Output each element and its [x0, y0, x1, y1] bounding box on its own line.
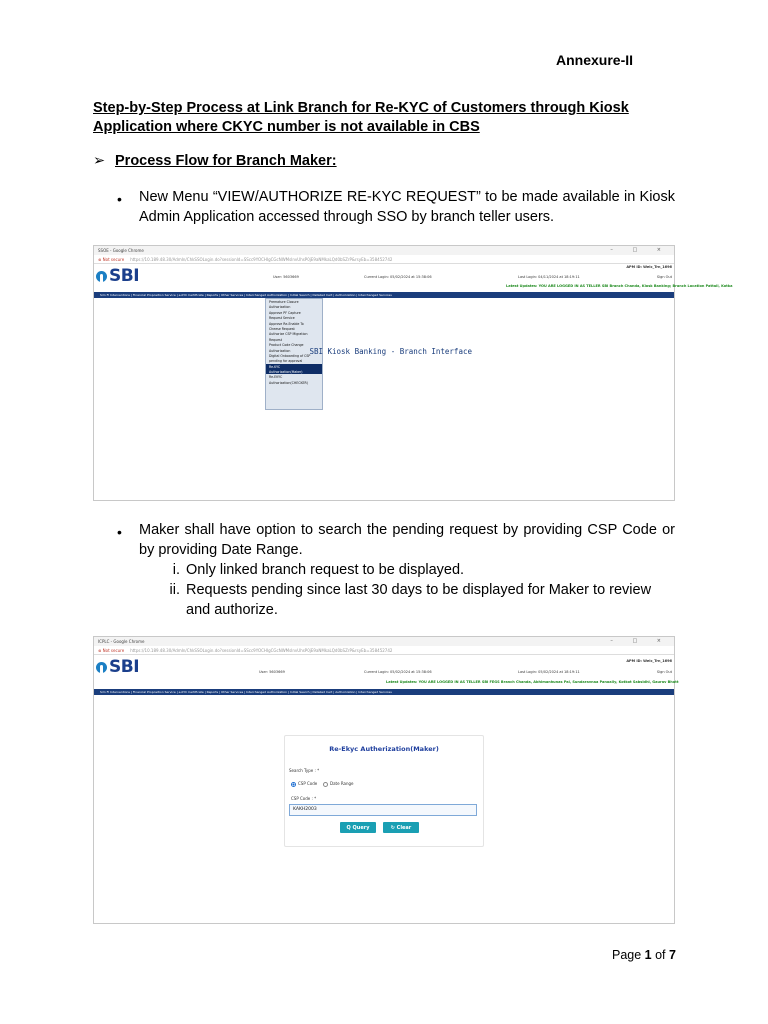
annexure-label: Annexure-II [556, 52, 634, 68]
sub-item-text: Only linked branch request to be displayed. [186, 562, 465, 578]
radio-unselected-icon[interactable] [323, 782, 328, 787]
menu-item[interactable]: Digital Onboarding of CSP [269, 353, 311, 358]
browser-titlebar [94, 637, 674, 646]
menu-item[interactable]: Authorization [269, 305, 291, 310]
current-login: Current Login: 05/02/2024 at 15:38:06 [364, 275, 432, 279]
url-text: https://10.189.48.30/AdmIn/ChkSSOLogin.do?sessionId=SScc9YOCHIgCGcNWMsInvUhsP0jE9aNMkaLQd0bSZrP&rsyEb=358452742 [130, 257, 393, 262]
user-id: User: 5603669 [259, 670, 285, 674]
rekyc-maker-form [284, 735, 484, 847]
sbi-logo-icon [96, 662, 107, 673]
url-text: https://10.189.48.30/AdmIn/ChkSSOLogin.do?sessionId=SScc9YOCHIgCGcNWMsInvUhsP0jE9aNMkaLQd0bSZrP&rsyEb=358452742 [130, 648, 393, 653]
sbi-logo-text: SBI [109, 266, 140, 286]
menu-item[interactable]: Approve PF Capture [269, 310, 301, 315]
radio-date-label: Date Range [330, 781, 354, 786]
screenshot-maker-form [93, 636, 679, 924]
menu-item[interactable]: Authorization(CHECKER) [269, 380, 309, 385]
window-title: ICPLC - Google Chrome [98, 639, 145, 644]
query-button[interactable]: Q Query [340, 822, 376, 833]
menu-item[interactable]: Cheese Request [269, 326, 295, 331]
menu-item[interactable]: Product Code Change [269, 343, 304, 348]
menu-item-rekyc-maker[interactable]: Authorization(Maker) [266, 369, 322, 374]
window-title: SSOE - Google Chrome [98, 248, 144, 253]
signout-link[interactable]: Sign Out [656, 275, 672, 279]
clear-button[interactable]: ↻ Clear [383, 822, 419, 833]
search-type-label: Search Type : * [289, 768, 320, 773]
bullet-paragraph-2: Maker shall have option to search the pending request by providing CSP Code or by providing Date Range. [139, 522, 675, 558]
window-controls[interactable]: – □ × [610, 638, 670, 644]
page-prefix: Page [612, 948, 645, 962]
csp-code-input[interactable]: KAKH2003 [289, 804, 477, 816]
current-login: Current Login: 05/02/2024 at 15:38:06 [364, 670, 432, 674]
branch-interface-text: SBI Kiosk Banking - Branch Interface [309, 347, 472, 356]
menu-item[interactable]: Request Service [269, 316, 295, 321]
user-id: User: 5603669 [273, 275, 299, 279]
menu-item[interactable]: Authorize CSP Migration [269, 332, 308, 337]
sbi-logo [96, 266, 139, 286]
document-title: Step-by-Step Process at Link Branch for Re-KYC of Customers through Kiosk Application where CKYC number is not available in CBS [93, 100, 629, 135]
apm-id: APM ID: Welc_Trn_1696 [626, 659, 672, 663]
not-secure-badge: ⊗ Not secure [98, 257, 125, 262]
menu-item-rekyc[interactable]: Re-KYC [266, 364, 322, 369]
bullet-icon: • [117, 524, 122, 540]
bullet-paragraph-1: New Menu “VIEW/AUTHORIZE RE-KYC REQUEST” to be made available in Kiosk Admin Application accessed through SSO by branch teller users. [139, 189, 675, 225]
address-bar[interactable] [94, 646, 674, 655]
sub-item-number: ii. [169, 582, 180, 598]
radio-selected-icon[interactable] [291, 782, 296, 787]
page-current: 1 [644, 948, 652, 962]
main-nav[interactable]: Sim Fl Interventions | Financial Proposition Service | e-KYC Certificate | Reports | Other Services | Interchanged Authorization | Initial Search | Detailed Cert | Authorization | Interchanged Services [94, 292, 674, 298]
last-login: Last Login: 05/02/2024 at 18:19:11 [518, 670, 580, 674]
signout-link[interactable]: Sign Out [656, 670, 672, 674]
sub-item-text: Requests pending since last 30 days to be displayed for Maker to review and authorize. [186, 582, 652, 618]
page-number [612, 948, 676, 962]
radio-csp-label: CSP Code [298, 781, 318, 786]
main-nav[interactable]: Sim Fl Interventions | Financial Proposition Service | e-KYC Certificate | Reports | Other Services | Interchanged Authorization | Initial Search | Detailed Cert | Authorization | Interchanged Services [94, 689, 674, 695]
section-heading [93, 153, 337, 169]
bullet-icon: • [117, 191, 122, 207]
menu-item[interactable]: Approve Re-Enable To [269, 321, 304, 326]
page-mid: of [651, 948, 669, 962]
section-title: Process Flow for Branch Maker: [115, 153, 337, 169]
sub-item-number: i. [172, 562, 180, 578]
csp-code-label: CSP Code : * [291, 796, 317, 801]
latest-updates: Latest Updates: YOU ARE LOGGED IN AS TELLER SBI FEGS Branch Chanda, Abhimanhunas Pal, Sundaravnaa Panoally, Kotkot Sabsidhi, Gaurav Bhatt [386, 680, 679, 684]
menu-item[interactable]: Authorization [269, 348, 291, 353]
page-total: 7 [669, 948, 676, 962]
csp-code-radio[interactable] [291, 781, 317, 787]
not-secure-badge: ⊗ Not secure [98, 648, 125, 653]
apm-id: APM ID: Welc_Trn_1696 [626, 265, 672, 269]
arrow-bullet-icon: ➢ [93, 153, 106, 169]
menu-item[interactable]: Premature Closure [269, 300, 299, 304]
menu-item[interactable]: Re-EKYC [269, 375, 283, 380]
menu-item[interactable]: pending for approval [269, 359, 303, 364]
address-bar[interactable] [94, 255, 674, 264]
date-range-radio[interactable] [323, 781, 354, 787]
sbi-logo [96, 657, 139, 677]
sbi-logo-text: SBI [109, 657, 140, 677]
branch-interface-heading [309, 347, 472, 356]
browser-titlebar [94, 246, 674, 255]
form-title: Re-Ekyc Autherization(Maker) [329, 745, 439, 753]
window-controls[interactable]: – □ × [610, 247, 670, 253]
screenshot-menu [93, 245, 733, 501]
latest-updates: Latest Updates: YOU ARE LOGGED IN AS TELLER SBI Branch Chanda, Kiosk Banking; Branch Location Pattali, Kotka [506, 284, 733, 288]
last-login: Last Login: 04/11/2024 at 18:19:11 [518, 275, 580, 279]
menu-item[interactable]: Request [269, 337, 282, 342]
sbi-logo-icon [96, 271, 107, 282]
